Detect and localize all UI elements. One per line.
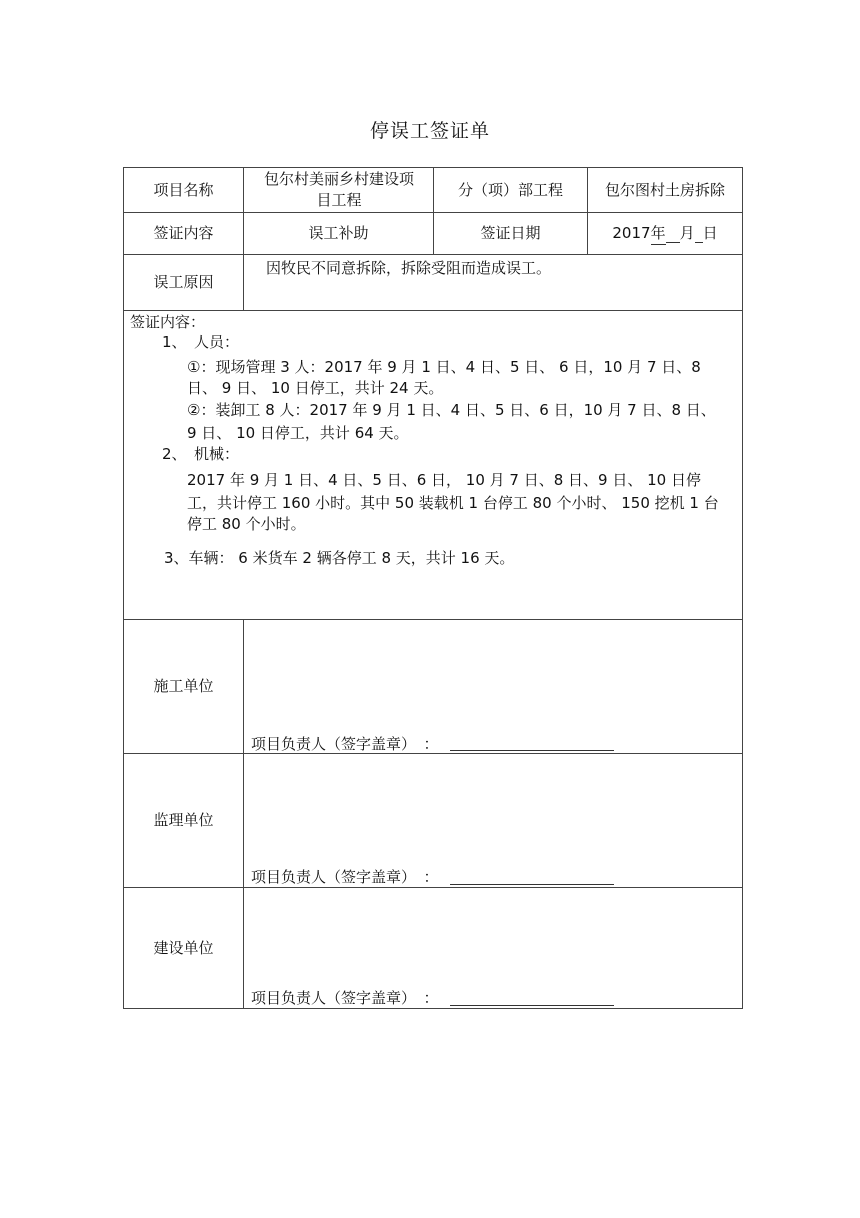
supervision-sign-label: 项目负责人（签字盖章） ： <box>251 868 439 886</box>
personnel-heading: 1、 人员： <box>162 333 240 351</box>
machinery-line3: 停工 80 个小时。 <box>187 515 306 533</box>
visa-date-year-unit: 年 <box>651 223 666 245</box>
content-heading: 签证内容： <box>130 313 206 331</box>
document-title: 停误工签证单 <box>369 120 490 142</box>
owner-sign-label: 项目负责人（签字盖章） ： <box>251 989 439 1007</box>
visa-content-label: 签证内容 <box>153 224 214 242</box>
visa-date-year: 2017 <box>612 224 651 242</box>
delay-reason-value: 因牧民不同意拆除，拆除受阻而造成误工。 <box>266 259 552 277</box>
supervision-signature-line[interactable] <box>450 884 614 885</box>
visa-date-day-unit: 日 <box>702 224 718 242</box>
personnel-item2-line2: 9 日、 10 日停工，共计 64 天。 <box>187 424 409 442</box>
construction-signature-line[interactable] <box>450 750 614 751</box>
delay-reason-label: 误工原因 <box>153 273 214 291</box>
personnel-item1-line1: ①：现场管理 3 人：2017 年 9 月 1 日、4 日、5 日、 6 日，10 月 7 日、8 <box>187 358 701 376</box>
personnel-item1-line2: 日、 9 日、 10 日停工，共计 24 天。 <box>187 379 444 397</box>
machinery-heading: 2、 机械： <box>162 445 240 463</box>
construction-sign-label: 项目负责人（签字盖章） ： <box>251 735 439 753</box>
visa-date-month-blank <box>666 224 680 243</box>
supervision-unit-label: 监理单位 <box>153 811 214 829</box>
machinery-line1: 2017 年 9 月 1 日、4 日、5 日、6 日， 10 月 7 日、8 日、9 日、 10 日停 <box>187 471 701 489</box>
table-border-right <box>742 167 743 1009</box>
visa-date-month-unit: 月 <box>679 224 695 242</box>
machinery-line2: 工，共计停工 160 小时。其中 50 装载机 1 台停工 80 个小时、 150 挖机 1 台 <box>187 494 719 512</box>
visa-content-value: 误工补助 <box>308 224 369 242</box>
vehicles-line: 3、车辆： 6 米货车 2 辆各停工 8 天，共计 16 天。 <box>164 549 515 567</box>
subproject-value: 包尔图村土房拆除 <box>604 180 725 199</box>
column-divider <box>243 619 244 1009</box>
row-divider <box>123 310 743 311</box>
project-name-label: 项目名称 <box>153 180 214 199</box>
owner-unit-label: 建设单位 <box>153 938 214 957</box>
owner-signature-line[interactable] <box>450 1005 614 1006</box>
subproject-label: 分（项）部工程 <box>457 180 563 199</box>
visa-date-label: 签证日期 <box>480 224 541 242</box>
project-name-value: 包尔村美丽乡村建设项目工程 <box>263 170 414 209</box>
visa-date-value <box>588 213 742 254</box>
visa-date-day-blank <box>695 224 703 243</box>
construction-unit-label: 施工单位 <box>153 677 214 695</box>
personnel-item2-line1: ②：装卸工 8 人：2017 年 9 月 1 日、4 日、5 日、6 日，10 月 7 日、8 日、 <box>187 401 716 419</box>
